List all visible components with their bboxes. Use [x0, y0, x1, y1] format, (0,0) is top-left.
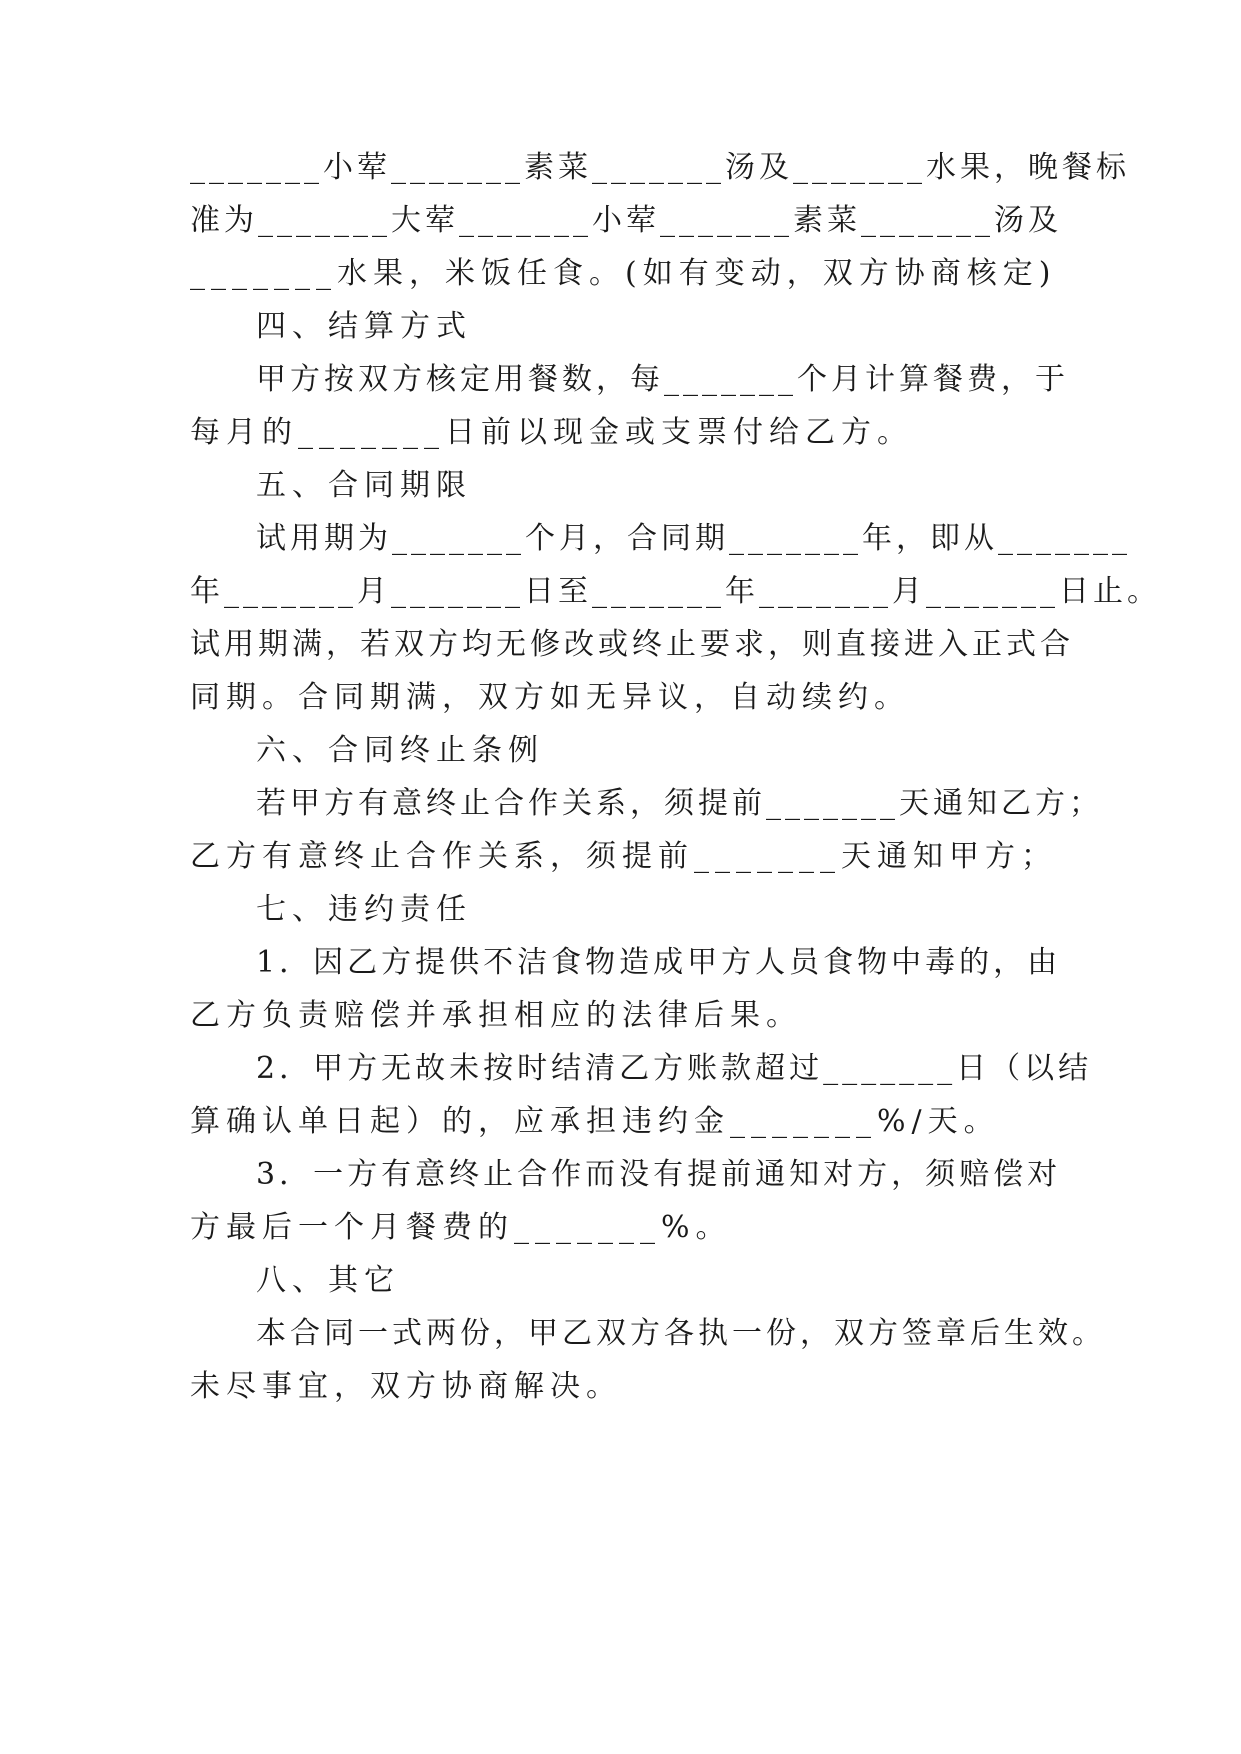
text-line-term-4: 同期。合同期满，双方如无异议，自动续约。	[190, 680, 910, 715]
text-line-dinner-standard: 准为_______大荤_______小荤_______素菜_______汤及	[190, 203, 1062, 238]
text-line-liability-2a: 2．甲方无故未按时结清乙方账款超过_______日（以结	[256, 1051, 1093, 1086]
text-line-rice-unlimited: _______水果，米饭任食。(如有变动，双方协商核定)	[190, 256, 1057, 291]
text-line-term-1: 试用期为_______个月，合同期_______年，即从_______	[256, 521, 1131, 556]
section-heading-other: 八、其它	[256, 1263, 400, 1298]
section-heading-settlement: 四、结算方式	[256, 309, 472, 344]
text-line-liability-1b: 乙方负责赔偿并承担相应的法律后果。	[190, 998, 802, 1033]
text-line-liability-3b: 方最后一个月餐费的_______%。	[190, 1210, 732, 1245]
text-line-other-1: 本合同一式两份，甲乙双方各执一份，双方签章后生效。	[256, 1316, 1106, 1351]
section-heading-term: 五、合同期限	[256, 468, 472, 503]
text-line-liability-3a: 3．一方有意终止合作而没有提前通知对方，须赔偿对	[256, 1157, 1062, 1192]
section-heading-liability: 七、违约责任	[256, 892, 472, 927]
text-line-settlement-2: 每月的_______日前以现金或支票付给乙方。	[190, 415, 913, 450]
text-line-termination-2: 乙方有意终止合作关系，须提前_______天通知甲方；	[190, 839, 1057, 874]
text-line-other-2: 未尽事宜，双方协商解决。	[190, 1369, 622, 1404]
text-line-term-2: 年_______月_______日至_______年_______月_______日止。	[190, 574, 1161, 609]
section-heading-termination: 六、合同终止条例	[256, 733, 544, 768]
text-line-liability-2b: 算确认单日起）的，应承担违约金_______%/天。	[190, 1104, 1000, 1139]
text-line-settlement-1: 甲方按双方核定用餐数，每_______个月计算餐费，于	[256, 362, 1069, 397]
text-line-meal-standard: _______小荤_______素菜_______汤及_______水果，晚餐标	[190, 150, 1130, 185]
text-line-termination-1: 若甲方有意终止合作关系，须提前_______天通知乙方；	[256, 786, 1103, 821]
text-line-liability-1a: 1．因乙方提供不洁食物造成甲方人员食物中毒的，由	[256, 945, 1062, 980]
text-line-term-3: 试用期满，若双方均无修改或终止要求，则直接进入正式合	[190, 627, 1074, 662]
